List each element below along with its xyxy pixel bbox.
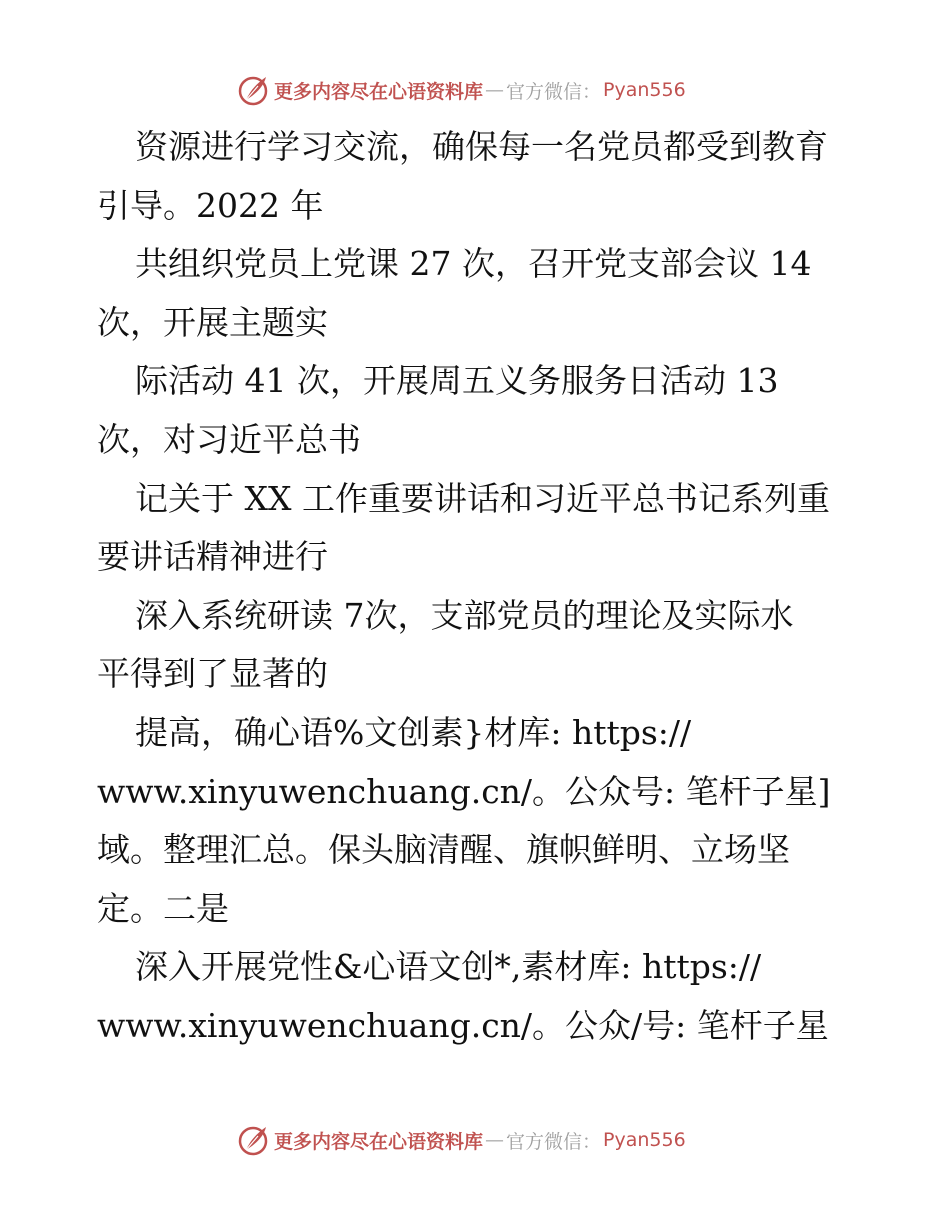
watermark-dash: — [485,79,505,101]
watermark-main-text: 更多内容尽在心语资料库 [274,1130,484,1153]
text-line: 提高，确心语%文创素}材库: https:// [135,712,692,752]
feather-quill-logo-icon [236,1123,270,1157]
text-line: 引导。2022 年 [97,185,324,225]
text-line: 要讲话精神进行 [97,537,328,577]
text-line: 深入系统研读 7次，支部党员的理论及实际水 [135,595,794,635]
watermark-wechat-label: 官方微信： [506,80,602,103]
text-line: 共组织党员上党课 27 次，召开党支部会议 14 [135,244,812,284]
text-line: 次，对习近平总书 [97,419,361,459]
watermark-wechat-id: Pyan556 [603,1129,686,1151]
watermark-wechat-label: 官方微信： [506,1130,602,1153]
text-line: 深入开展党性&心语文创*,素材库: https:// [135,947,762,987]
watermark-wechat-id: Pyan556 [603,79,686,101]
footer-watermark [236,1122,686,1158]
watermark-main-text: 更多内容尽在心语资料库 [274,80,484,103]
text-line: 定。二是 [97,888,229,928]
text-line: 资源进行学习交流，确保每一名党员都受到教育 [135,127,828,166]
text-line: 平得到了显著的 [97,654,328,694]
text-line: www.xinyuwenchuang.cn/。公众/号: 笔杆子星 [97,1005,829,1045]
feather-quill-logo-icon [236,73,270,107]
text-line: www.xinyuwenchuang.cn/。公众号: 笔杆子星] [97,771,831,811]
text-line: 域。整理汇总。保头脑清醒、旗帜鲜明、立场坚 [97,830,790,870]
header-watermark [236,72,686,108]
watermark-dash: — [485,1129,505,1151]
text-line: 次，开展主题实 [97,302,328,342]
text-line: 际活动 41 次，开展周五义务服务日活动 13 [135,361,779,401]
document-body [97,118,867,1056]
text-line: 记关于 XX 工作重要讲话和习近平总书记系列重 [135,478,830,518]
